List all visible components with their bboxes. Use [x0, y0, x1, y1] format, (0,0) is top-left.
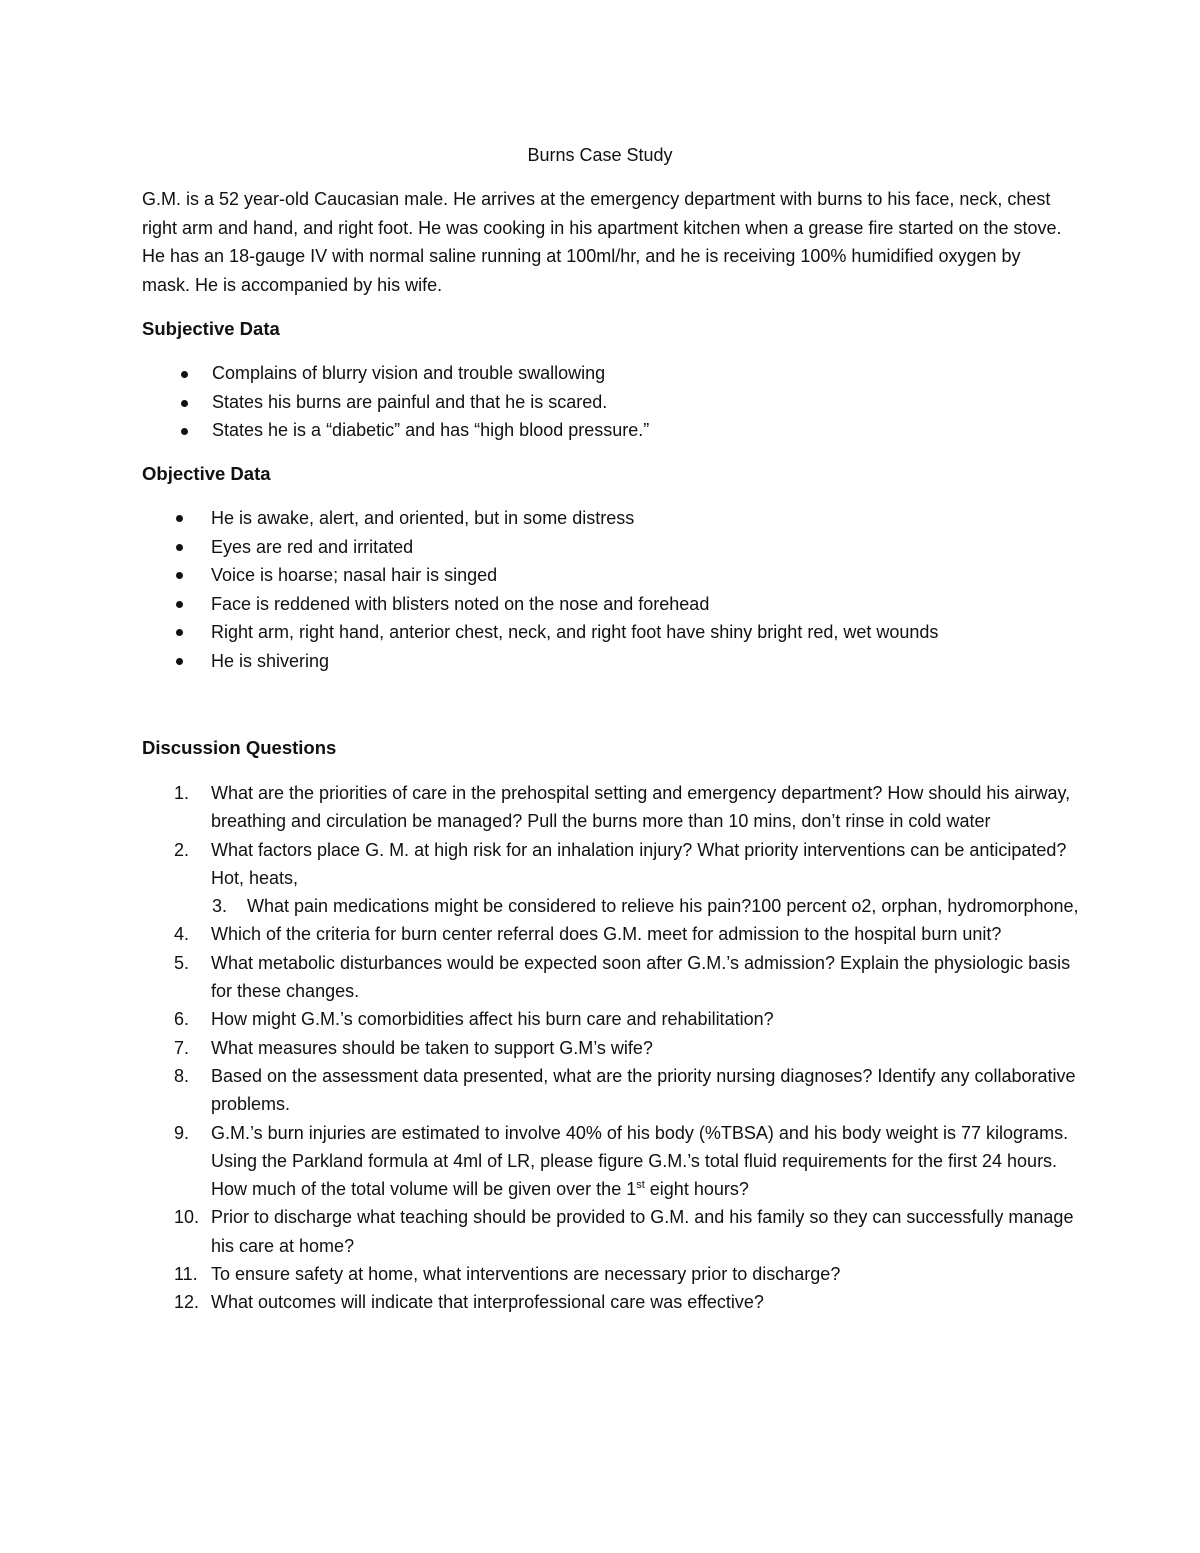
list-item: Right arm, right hand, anterior chest, neck, and right foot have shiny bright red, wet wounds	[142, 618, 938, 647]
question-text: To ensure safety at home, what interventions are necessary prior to discharge?	[211, 1264, 841, 1285]
question-number: 12.	[174, 1292, 200, 1313]
subjective-data-heading: Subjective Data	[142, 318, 280, 339]
question-number: 8.	[174, 1065, 190, 1086]
question-number: 1.	[174, 783, 190, 803]
question-text: What factors place G. M. at high risk for an inhalation injury? What priority interventions can be anticipated? Hot, heats,	[211, 839, 1067, 888]
list-item: Voice is hoarse; nasal hair is singed	[142, 561, 938, 590]
question-item	[142, 1119, 1082, 1204]
question-text: Based on the assessment data presented, what are the priority nursing diagnoses? Identify any collaborative problems.	[211, 1065, 1076, 1115]
discussion-questions-heading: Discussion Questions	[142, 737, 337, 758]
bullet-icon	[176, 572, 183, 579]
question-text: What pain medications might be considered to relieve his pain?100 percent o2, orphan, hydromorphone,	[247, 896, 1079, 917]
question-text: What measures should be taken to support G.M’s wife?	[211, 1037, 653, 1058]
question-item	[142, 892, 1082, 920]
bullet-icon	[181, 371, 188, 378]
question-number: 7.	[174, 1037, 190, 1058]
question-number: 11.	[174, 1264, 198, 1285]
question-item	[142, 920, 1082, 948]
bullet-icon	[176, 601, 183, 608]
question-text: What outcomes will indicate that interprofessional care was effective?	[211, 1292, 764, 1313]
question-item	[142, 1288, 1082, 1316]
bullet-icon	[176, 544, 183, 551]
list-item: He is shivering	[142, 647, 938, 676]
question-text: Which of the criteria for burn center referral does G.M. meet for admission to the hospital burn unit?	[211, 924, 1002, 945]
case-intro-paragraph: G.M. is a 52 year-old Caucasian male. He arrives at the emergency department with burns to his face, neck, chest right arm and hand, and right foot. He was cooking in his apartment kitchen when a grease fire started on the stove. He has an 18-gauge IV with normal saline running at 100ml/hr, and he is receiving 100% humidified oxygen by mask. He is accompanied by his wife.	[142, 189, 1062, 295]
objective-data-heading: Objective Data	[142, 463, 271, 484]
question-number: 2.	[174, 839, 190, 860]
question-number: 6.	[174, 1009, 190, 1030]
question-text: How might G.M.’s comorbidities affect his burn care and rehabilitation?	[211, 1009, 774, 1030]
question-number: 5.	[174, 952, 190, 973]
list-item: States his burns are painful and that he is scared.	[142, 388, 649, 417]
question-item	[142, 1260, 1082, 1288]
question-item	[142, 1062, 1082, 1119]
question-text: G.M.’s burn injuries are estimated to involve 40% of his body (%TBSA) and his body weight is 77 kilograms. Using the Parkland formula at 4ml of LR, please figure G.M.’s total fluid requirements for the first 24 hours. How much of the total volume will be given over the 1st eight hours?	[211, 1122, 1069, 1200]
question-text: What metabolic disturbances would be expected soon after G.M.’s admission? Explain the physiologic basis for these changes.	[211, 952, 1071, 1002]
bullet-icon	[181, 400, 188, 407]
objective-data-list	[142, 504, 938, 675]
list-item: Eyes are red and irritated	[142, 533, 938, 562]
list-item: States he is a “diabetic” and has “high blood pressure.”	[142, 416, 649, 445]
question-number: 10.	[174, 1207, 200, 1228]
list-item: Complains of blurry vision and trouble swallowing	[142, 359, 649, 388]
bullet-icon	[176, 658, 183, 665]
list-item: He is awake, alert, and oriented, but in some distress	[142, 504, 938, 533]
bullet-icon	[176, 515, 183, 522]
question-item	[142, 836, 1082, 893]
question-item	[142, 779, 1082, 836]
subjective-data-list	[142, 359, 649, 445]
discussion-questions-list	[142, 779, 1082, 1317]
question-number: 4.	[174, 924, 190, 945]
question-number: 9.	[174, 1122, 190, 1143]
question-text: Prior to discharge what teaching should be provided to G.M. and his family so they can successfully manage his care at home?	[211, 1207, 1074, 1256]
question-text: What are the priorities of care in the prehospital setting and emergency department? How should his airway, breathing and circulation be managed? Pull the burns more than 10 mins, don’t rinse in cold water	[211, 783, 1071, 832]
question-number: 3.	[212, 896, 228, 917]
question-item	[142, 949, 1082, 1006]
list-item: Face is reddened with blisters noted on the nose and forehead	[142, 590, 938, 619]
document-title: Burns Case Study	[527, 145, 673, 165]
superscript: st	[636, 1179, 645, 1192]
question-item	[142, 1203, 1082, 1260]
bullet-icon	[176, 629, 183, 636]
bullet-icon	[181, 428, 188, 435]
question-item	[142, 1034, 1082, 1062]
question-item	[142, 1005, 1082, 1033]
